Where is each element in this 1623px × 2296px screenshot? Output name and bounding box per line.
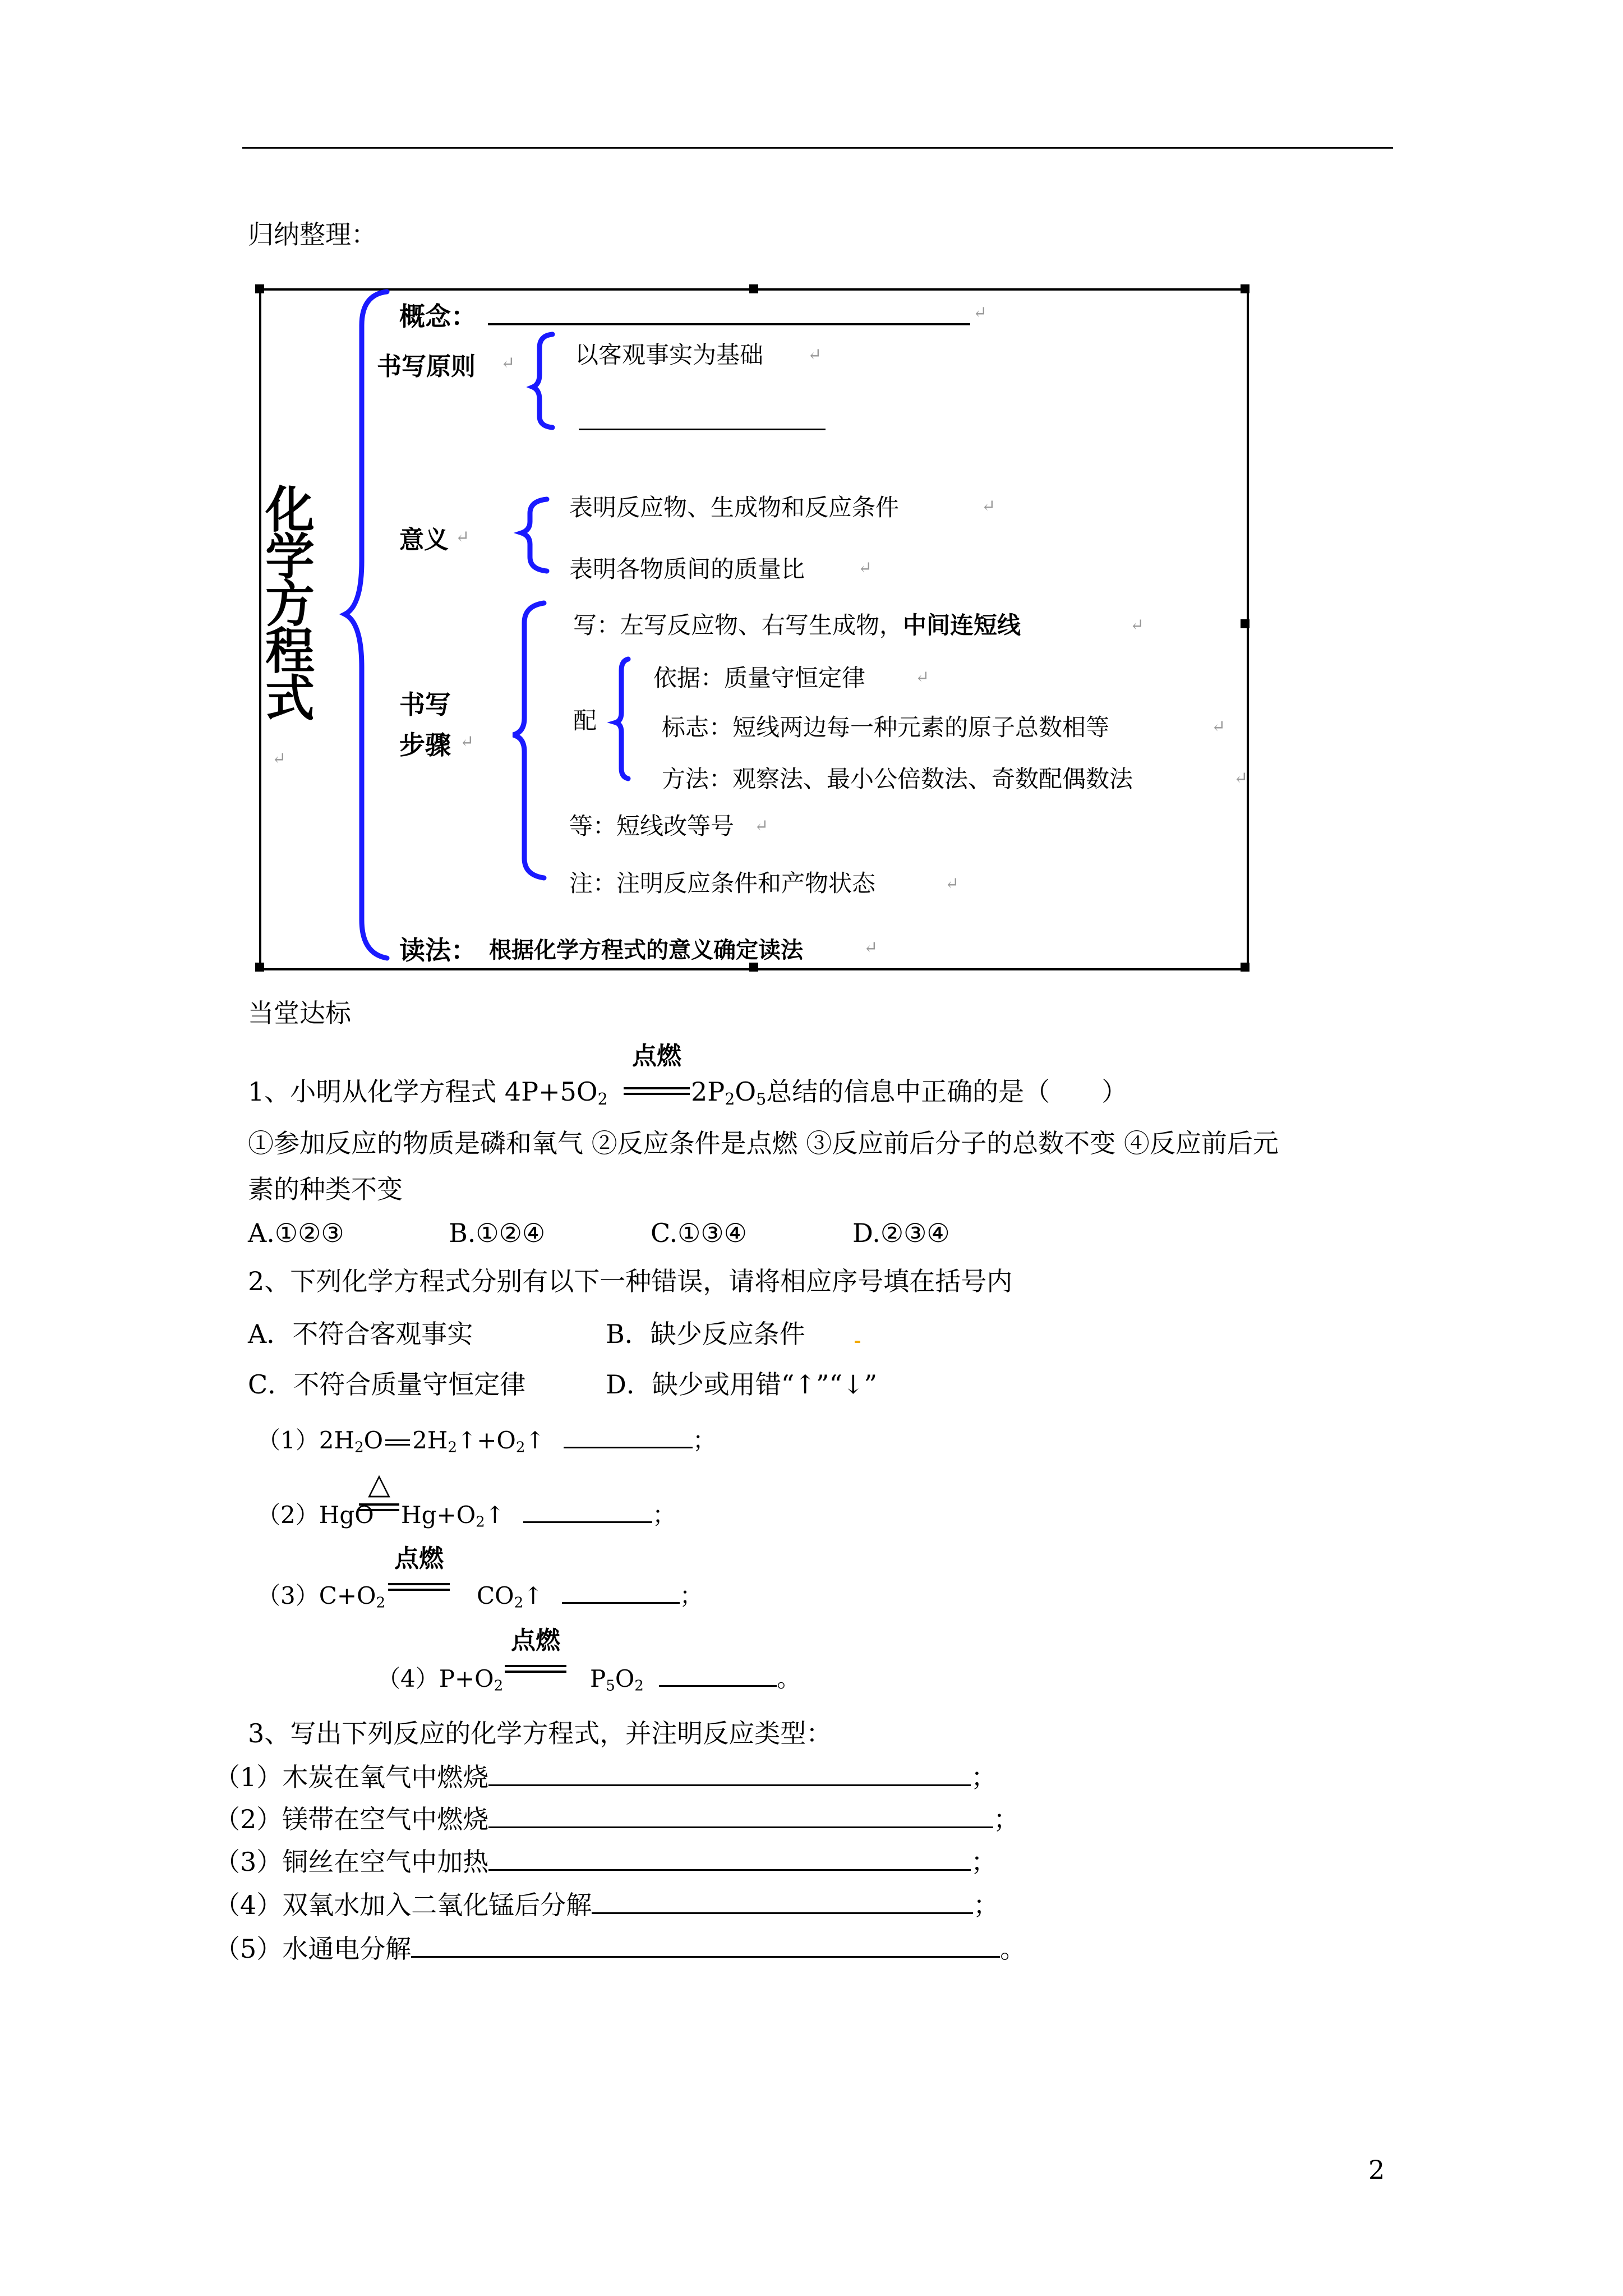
section-title: 当堂达标: [248, 998, 351, 1028]
step-write-text: 写：左写反应物、右写生成物，: [573, 611, 903, 639]
meaning-1: 表明反应物、生成物和反应条件: [569, 494, 900, 521]
q2-item-4-equals: [505, 1665, 566, 1673]
q2-answer-3[interactable]: [562, 1602, 680, 1604]
return-mark: ↵: [858, 558, 873, 578]
q1-option-c[interactable]: C.①③④: [651, 1218, 747, 1248]
q3-answer-2[interactable]: [488, 1826, 993, 1828]
q3-item-5: （5）水通电分解 。: [214, 1934, 1026, 1964]
q3-item-2: （2）镁带在空气中燃烧 ；: [214, 1804, 1020, 1834]
steps-label-1: 书写: [399, 689, 451, 720]
orange-mark: [855, 1341, 860, 1343]
return-mark: ↵: [981, 496, 996, 516]
steps-label-2: 步骤: [399, 730, 451, 760]
q3-answer-5[interactable]: [411, 1956, 1000, 1958]
q2-item-4-lead: （4）P+O: [377, 1665, 494, 1692]
q2-answer-2[interactable]: [523, 1521, 652, 1523]
q2-item-3-cond-label: 点燃: [394, 1544, 444, 1573]
q1-suffix: 总结的信息中正确的是（ ）: [766, 1076, 1128, 1107]
concept-label: 概念：: [399, 301, 477, 332]
step-write: [573, 607, 1021, 641]
q3-answer-1[interactable]: [488, 1784, 971, 1786]
balance-method: 方法：观察法、最小公倍数法、奇数配偶数法: [662, 765, 1133, 793]
return-mark: ↵: [1130, 615, 1145, 635]
q3-item-3: （3）铜丝在空气中加热 ；: [214, 1847, 997, 1877]
concept-blank: [488, 323, 970, 325]
q2-item-3-equals: [388, 1583, 450, 1591]
q1-statements-1: ①参加反应的物质是磷和氧气 ②反应条件是点燃 ③反应前后分子的总数不变 ④反应前后元: [248, 1128, 1279, 1158]
q2-item-2-lead: （2）HgO: [257, 1501, 374, 1529]
q1-option-d[interactable]: D.②③④: [852, 1218, 950, 1248]
main-title: 化学方程式: [257, 484, 315, 719]
q3-answer-4[interactable]: [592, 1912, 973, 1914]
step-balance-label: 配: [573, 707, 597, 734]
return-mark: ↵: [455, 527, 470, 547]
q2-item-2-tail: $Hg+O_2↑$ ；: [401, 1501, 676, 1531]
q2-opt-d: D．缺少或用错“↑”“↓”: [606, 1369, 878, 1400]
return-mark: ↵: [915, 668, 930, 687]
q1-prefix: 1、小明从化学方程式 4P+5O: [248, 1076, 598, 1107]
q2-item-4-condition: [505, 1627, 566, 1673]
reading-text: 根据化学方程式的意义确定读法: [489, 937, 803, 963]
summary-title: 归纳整理：: [248, 219, 377, 250]
meaning-2: 表明各物质间的质量比: [569, 555, 805, 583]
return-mark: ↵: [460, 732, 474, 752]
q2-item-2-condition: [359, 1467, 399, 1511]
return-mark: ↵: [1211, 717, 1226, 737]
q2-answer-1[interactable]: [564, 1447, 693, 1448]
q2-opt-a: A．不符合客观事实: [248, 1319, 473, 1349]
step-equal: 等：短线改等号: [569, 812, 735, 840]
q1-tail: $2P_2O_5$总结的信息中正确的是（ ）: [691, 1076, 1128, 1109]
q2-item-4-cond-label: 点燃: [511, 1626, 560, 1655]
q3-item-1: （1）木炭在氧气中燃烧 ；: [214, 1762, 997, 1792]
principle-1: 以客观事实为基础: [575, 341, 764, 369]
q2-item-3-tail: $CO_2↑$ ；: [477, 1582, 703, 1612]
return-mark: ↵: [1234, 769, 1248, 788]
q2-item-1: $(1)2H_2O$ $2H_2↑+O_2↑$ ；: [257, 1427, 716, 1456]
meaning-label: 意义: [399, 526, 449, 554]
return-mark: ↵: [945, 874, 960, 894]
q1-condition: [624, 1042, 690, 1095]
q2-item-2-equals: [359, 1503, 399, 1511]
return-mark: ↵: [864, 938, 878, 958]
q3-item-4-label: （4）双氧水加入二氧化锰后分解: [214, 1890, 592, 1920]
reading-label: 读法：: [399, 935, 477, 965]
q2-item-4: $(4)P+O_2$: [377, 1665, 504, 1695]
q2-opt-b: B．缺少反应条件: [606, 1319, 805, 1349]
q2-item-3-lead: （3）C+O: [257, 1582, 376, 1609]
q2-opt-c: C．不符合质量守恒定律: [248, 1369, 526, 1400]
balance-basis: 依据：质量守恒定律: [653, 664, 866, 692]
principle-2-blank: [579, 429, 826, 430]
q1-statements-2: 素的种类不变: [248, 1174, 403, 1204]
q1-option-a[interactable]: A.①②③: [248, 1218, 344, 1248]
q2-item-3-condition: [388, 1545, 450, 1591]
balance-sign: 标志：短线两边每一种元素的原子总数相等: [662, 714, 1110, 741]
q2-item-2-cond-label: △: [368, 1467, 390, 1501]
q1-stem: 1、小明从化学方程式 $4P+5O_2$: [248, 1076, 608, 1109]
return-mark: ↵: [808, 345, 822, 365]
step-note: 注：注明反应条件和产物状态: [569, 869, 876, 897]
q3-answer-3[interactable]: [488, 1869, 971, 1871]
q1-condition-label: 点燃: [632, 1042, 681, 1070]
return-mark: ↵: [973, 303, 988, 323]
q1-product: 2P: [691, 1076, 725, 1107]
q2-answer-4[interactable]: [659, 1685, 777, 1687]
q1-option-b[interactable]: B.①②④: [449, 1218, 546, 1248]
return-mark: ↵: [501, 353, 515, 373]
return-mark: ↵: [754, 816, 769, 836]
q2-stem: 2、下列化学方程式分别有以下一种错误，请将相应序号填在括号内: [248, 1266, 1013, 1296]
q3-item-1-label: （1）木炭在氧气中燃烧: [214, 1762, 489, 1792]
q3-item-3-label: （3）铜丝在空气中加热: [214, 1847, 489, 1877]
q3-item-4: （4）双氧水加入二氧化锰后分解 ；: [214, 1890, 999, 1920]
q3-item-5-label: （5）水通电分解: [214, 1934, 412, 1964]
page-number: 2: [1368, 2155, 1385, 2185]
q3-stem: 3、写出下列反应的化学方程式，并注明反应类型：: [248, 1718, 832, 1749]
q2-item-1-lead: （1）2H: [257, 1427, 355, 1454]
q1-equals: [624, 1087, 690, 1095]
q2-item-4-tail: $P_5O_2$ 。: [590, 1665, 801, 1695]
writing-principle-label: 书写原则: [377, 352, 476, 381]
q2-item-3: $(3)C+O_2$: [257, 1582, 386, 1612]
q3-item-2-label: （2）镁带在空气中燃烧: [214, 1804, 489, 1834]
return-mark: ↵: [272, 749, 287, 769]
step-write-bold: 中间连短线: [903, 611, 1021, 639]
